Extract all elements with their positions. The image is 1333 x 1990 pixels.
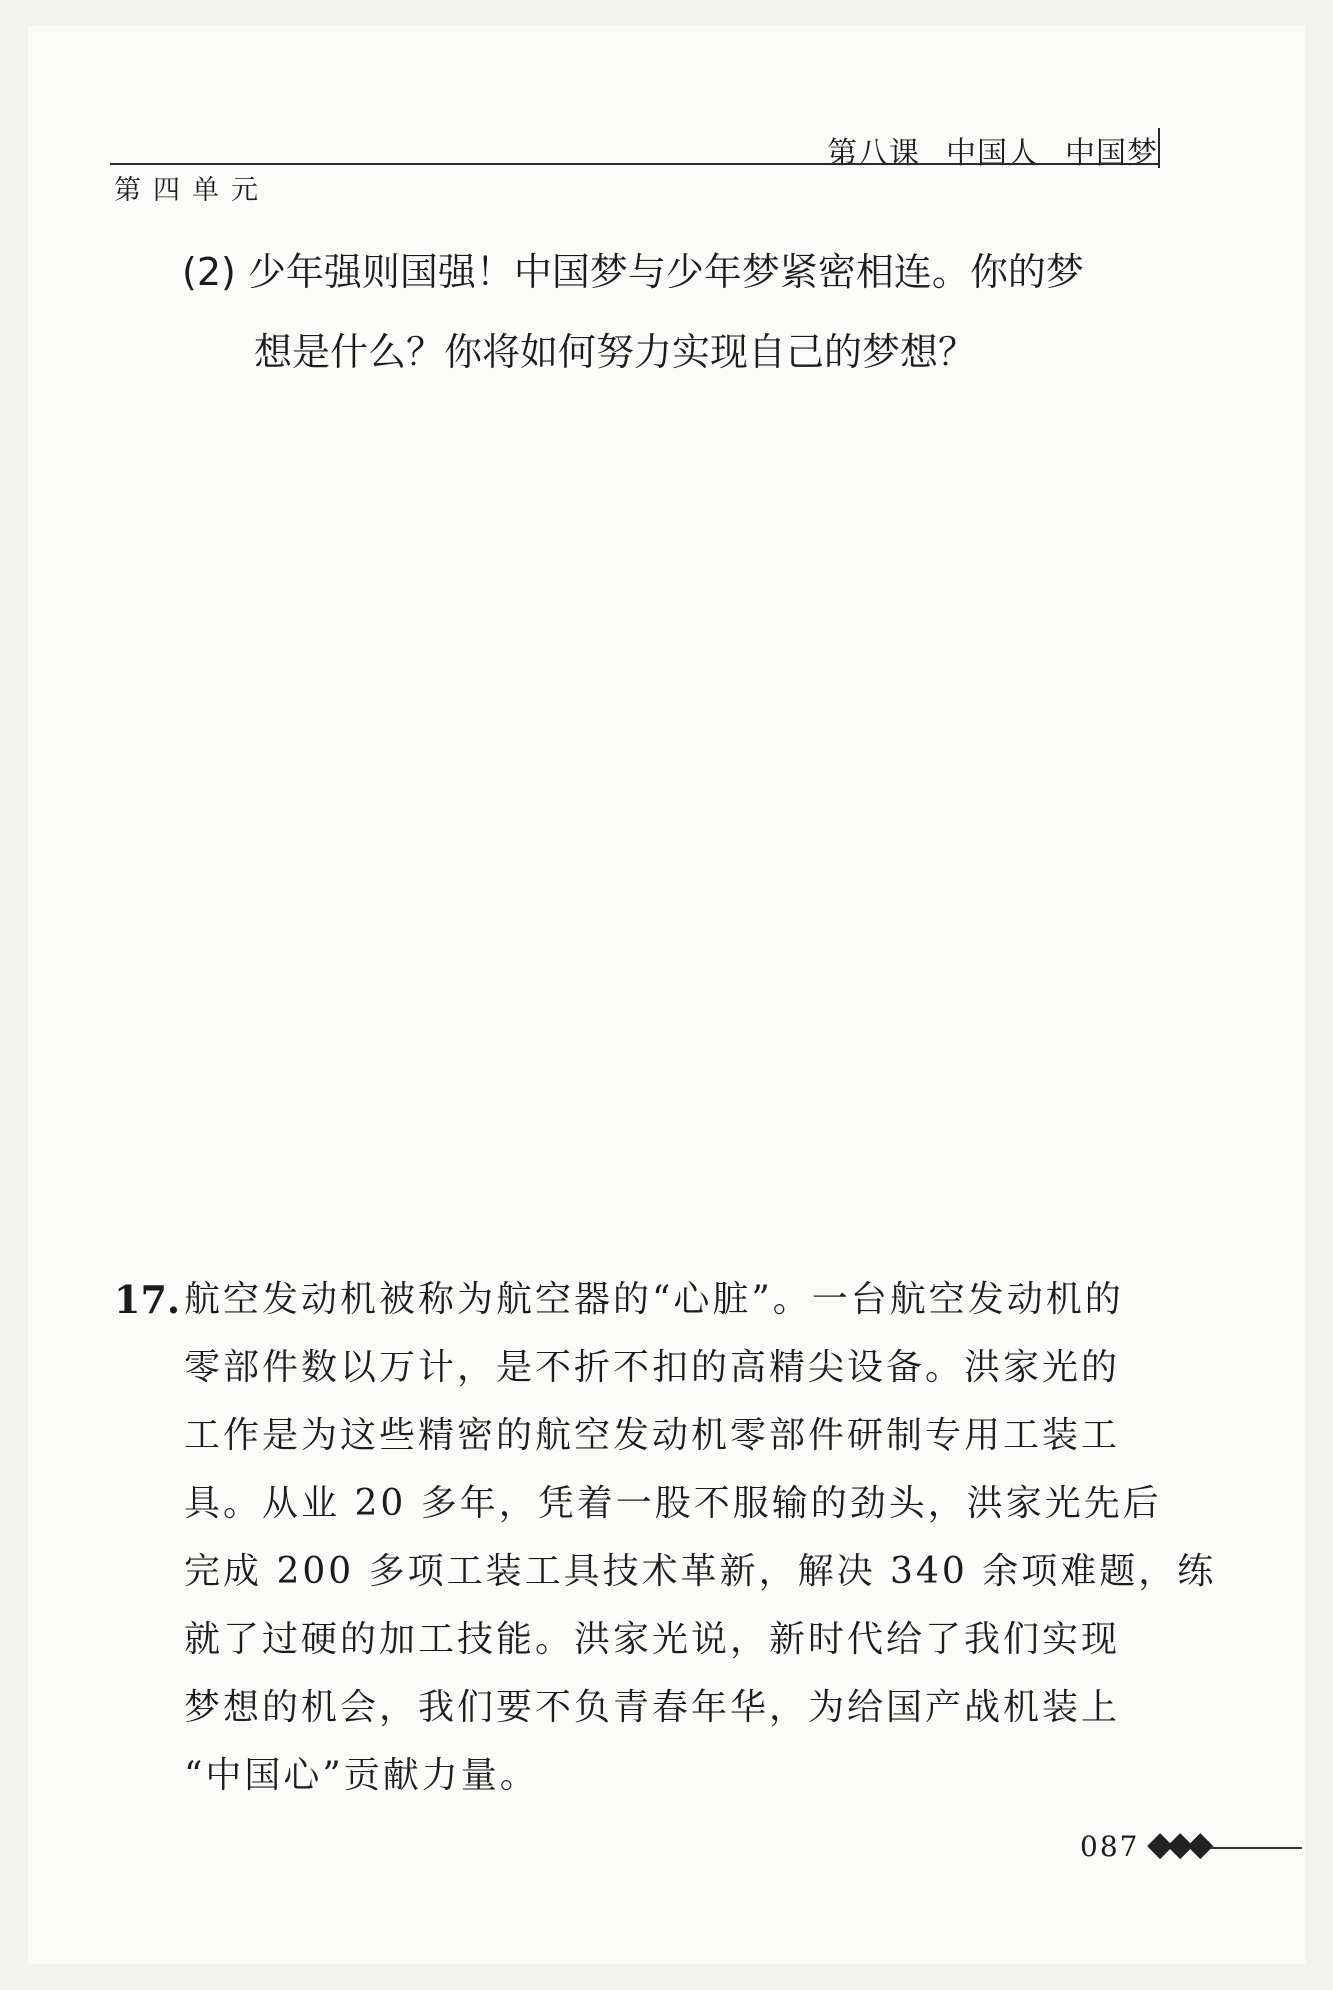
paragraph-line: 具。从业 20 多年，凭着一股不服输的劲头，洪家光先后 xyxy=(184,1483,1162,1524)
lesson-header xyxy=(801,128,1158,172)
lesson-number: 第八课 xyxy=(827,136,920,171)
header-divider xyxy=(110,163,1158,165)
unit-label: 第四单元 xyxy=(114,175,270,206)
lesson-title-part2: 中国梦 xyxy=(1065,136,1158,171)
header-divider-vertical xyxy=(1158,128,1160,168)
question-17-body xyxy=(184,1266,1217,1810)
paragraph-line: 零部件数以万计，是不折不扣的高精尖设备。洪家光的 xyxy=(184,1347,1121,1388)
paragraph-line: 就了过硬的加工技能。洪家光说，新时代给了我们实现 xyxy=(184,1619,1121,1660)
page-number: 087 xyxy=(1080,1830,1140,1863)
question-2 xyxy=(182,232,1162,392)
paragraph-line: 工作是为这些精密的航空发动机零部件研制专用工装工 xyxy=(184,1415,1121,1456)
paragraph-line: 梦想的机会，我们要不负青春年华，为给国产战机装上 xyxy=(184,1687,1121,1728)
diamond-ornament-icon: ◆◆◆ xyxy=(1147,1824,1208,1864)
question-number: 17. xyxy=(114,1277,181,1322)
paragraph-line: 完成 200 多项工装工具技术革新，解决 340 余项难题，练 xyxy=(184,1551,1217,1592)
paragraph-line: “中国心”贡献力量。 xyxy=(184,1755,539,1796)
paragraph-line: 航空发动机被称为航空器的“心脏”。一台航空发动机的 xyxy=(184,1279,1124,1320)
question-17 xyxy=(114,1266,1217,1810)
question-2-line-1: (2) 少年强则国强！中国梦与少年梦紧密相连。你的梦 xyxy=(182,250,1084,294)
question-2-line-2: 想是什么？你将如何努力实现自己的梦想？ xyxy=(254,330,977,374)
footer-rule xyxy=(1210,1847,1302,1849)
lesson-title-part1: 中国人 xyxy=(946,136,1039,171)
